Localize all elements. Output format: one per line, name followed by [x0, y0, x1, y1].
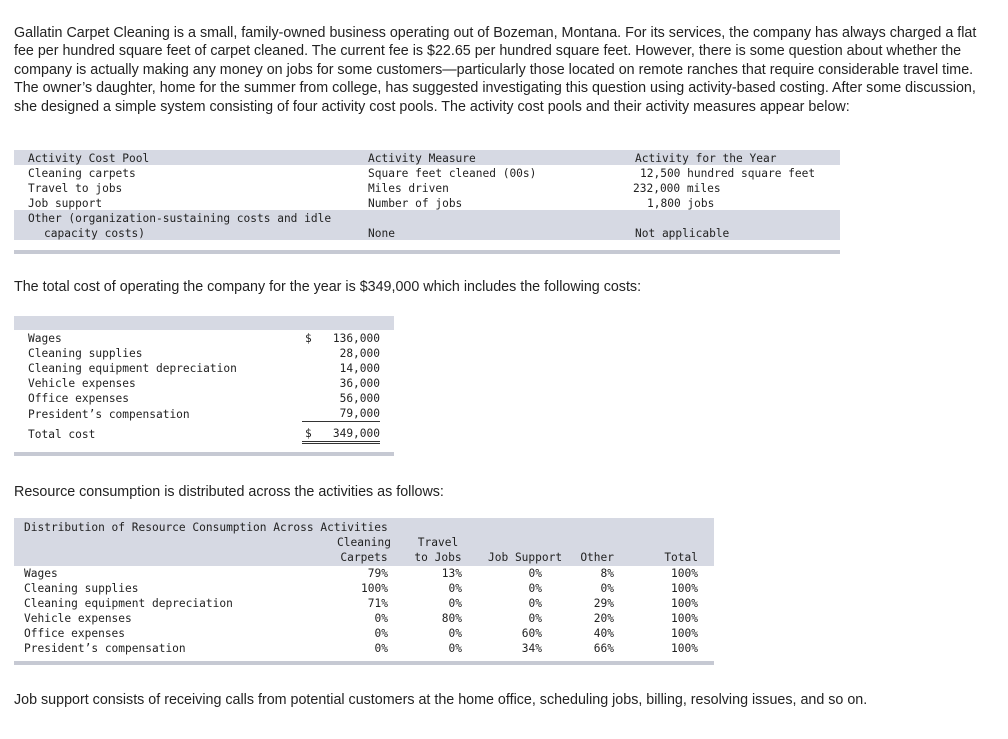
cell-cleaning: 0%	[374, 612, 388, 625]
cost-label-equipment-depreciation: Cleaning equipment depreciation	[28, 362, 237, 375]
col-travel-line1: Travel	[417, 536, 459, 549]
measure-cleaning-carpets: Square feet cleaned (00s)	[368, 167, 537, 180]
pool-job-support: Job support	[28, 197, 103, 210]
row-label: President’s compensation	[24, 642, 186, 655]
activity-cost-pool-table	[14, 150, 840, 254]
currency-symbol: $	[305, 332, 312, 345]
cell-job-support: 0%	[528, 582, 542, 595]
distribution-table	[14, 518, 714, 670]
cell-travel: 0%	[448, 597, 462, 610]
cost-value-vehicle-expenses: 36,000	[339, 377, 380, 390]
pool-travel-to-jobs: Travel to jobs	[28, 182, 123, 195]
cost-label-cleaning-supplies: Cleaning supplies	[28, 347, 143, 360]
table-bottom-rule	[14, 661, 714, 665]
row-label: Cleaning equipment depreciation	[24, 597, 233, 610]
header-activity-cost-pool: Activity Cost Pool	[28, 152, 150, 165]
cell-cleaning: 0%	[374, 642, 388, 655]
cell-other: 8%	[600, 567, 614, 580]
cost-value-total: 349,000	[302, 426, 380, 444]
col-other: Other	[580, 551, 614, 564]
col-job-support: Job Support	[488, 551, 563, 564]
row-label: Wages	[24, 567, 58, 580]
cost-value-equipment-depreciation: 14,000	[339, 362, 380, 375]
measure-job-support: Number of jobs	[368, 197, 463, 210]
cost-label-wages: Wages	[28, 332, 62, 345]
col-total: Total	[664, 551, 698, 564]
pool-other-line2: capacity costs)	[44, 227, 146, 240]
cost-value-wages: 136,000	[332, 332, 380, 345]
total-currency-symbol: $	[305, 427, 312, 440]
cell-total: 100%	[671, 567, 698, 580]
cell-travel: 0%	[448, 642, 462, 655]
cell-other: 29%	[593, 597, 614, 610]
col-cleaning-line1: Cleaning	[337, 536, 391, 549]
total-cost-paragraph: The total cost of operating the company for the year is $349,000 which includes the following costs:	[14, 279, 642, 295]
header-band	[14, 316, 394, 330]
row-label: Office expenses	[24, 627, 126, 640]
cell-other: 0%	[600, 582, 614, 595]
cell-total: 100%	[671, 612, 698, 625]
costs-table	[14, 316, 394, 458]
cell-job-support: 0%	[528, 597, 542, 610]
cell-travel: 13%	[441, 567, 462, 580]
year-other: Not applicable	[635, 227, 730, 240]
row-label: Cleaning supplies	[24, 582, 139, 595]
row-label: Vehicle expenses	[24, 612, 132, 625]
cost-label-president-compensation: President’s compensation	[28, 408, 190, 421]
cell-job-support: 34%	[521, 642, 542, 655]
cell-cleaning: 100%	[361, 582, 388, 595]
table-bottom-rule	[14, 250, 840, 254]
col-travel-line2: to Jobs	[414, 551, 462, 564]
intro-paragraph: Gallatin Carpet Cleaning is a small, family-owned business operating out of Bozeman, Montana. For its services, the company has always charged a flat fee per hundred square feet of carpet cleaned. The current fee is $22.65 per hundred square feet. However, there is some question about whether the company is actually making any money on jobs for some customers—particularly those located on remote ranches that require considerable travel time. The owner’s daughter, home for the summer from college, has suggested investigating this question using activity-based costing. After some discussion, she designed a simple system consisting of four activity cost pools. The activity cost pools and their activity measures appear below:	[14, 25, 977, 115]
cost-value-cleaning-supplies: 28,000	[339, 347, 380, 360]
cell-travel: 80%	[441, 612, 462, 625]
cell-cleaning: 0%	[374, 627, 388, 640]
resource-consumption-paragraph: Resource consumption is distributed across the activities as follows:	[14, 484, 444, 500]
cell-total: 100%	[671, 597, 698, 610]
cell-other: 40%	[593, 627, 614, 640]
measure-travel-to-jobs: Miles driven	[368, 182, 449, 195]
pool-other-line1: Other (organization-sustaining costs and idle	[28, 212, 332, 225]
cell-total: 100%	[671, 582, 698, 595]
cost-value-office-expenses: 56,000	[339, 392, 380, 405]
cell-total: 100%	[671, 642, 698, 655]
cell-other: 20%	[593, 612, 614, 625]
distribution-title: Distribution of Resource Consumption Across Activities	[24, 521, 388, 534]
col-cleaning-line2: Carpets	[340, 551, 388, 564]
header-activity-for-year: Activity for the Year	[635, 152, 777, 165]
table-bottom-rule	[14, 452, 394, 456]
cost-label-total: Total cost	[28, 428, 96, 441]
cell-job-support: 0%	[528, 612, 542, 625]
year-travel-to-jobs: 232,000 miles	[633, 182, 721, 195]
job-support-paragraph: Job support consists of receiving calls from potential customers at the home office, scheduling jobs, billing, resolving issues, and so on.	[14, 692, 868, 708]
cost-value-president-compensation: 79,000	[302, 406, 380, 422]
year-cleaning-carpets: 12,500 hundred square feet	[640, 167, 816, 180]
cell-travel: 0%	[448, 582, 462, 595]
cell-cleaning: 71%	[367, 597, 388, 610]
year-job-support: 1,800 jobs	[647, 197, 715, 210]
cost-label-vehicle-expenses: Vehicle expenses	[28, 377, 136, 390]
cost-label-office-expenses: Office expenses	[28, 392, 130, 405]
cell-job-support: 60%	[521, 627, 542, 640]
cell-travel: 0%	[448, 627, 462, 640]
measure-other: None	[368, 227, 395, 240]
header-activity-measure: Activity Measure	[368, 152, 476, 165]
cell-cleaning: 79%	[367, 567, 388, 580]
cell-total: 100%	[671, 627, 698, 640]
pool-cleaning-carpets: Cleaning carpets	[28, 167, 136, 180]
cell-other: 66%	[593, 642, 614, 655]
cell-job-support: 0%	[528, 567, 542, 580]
